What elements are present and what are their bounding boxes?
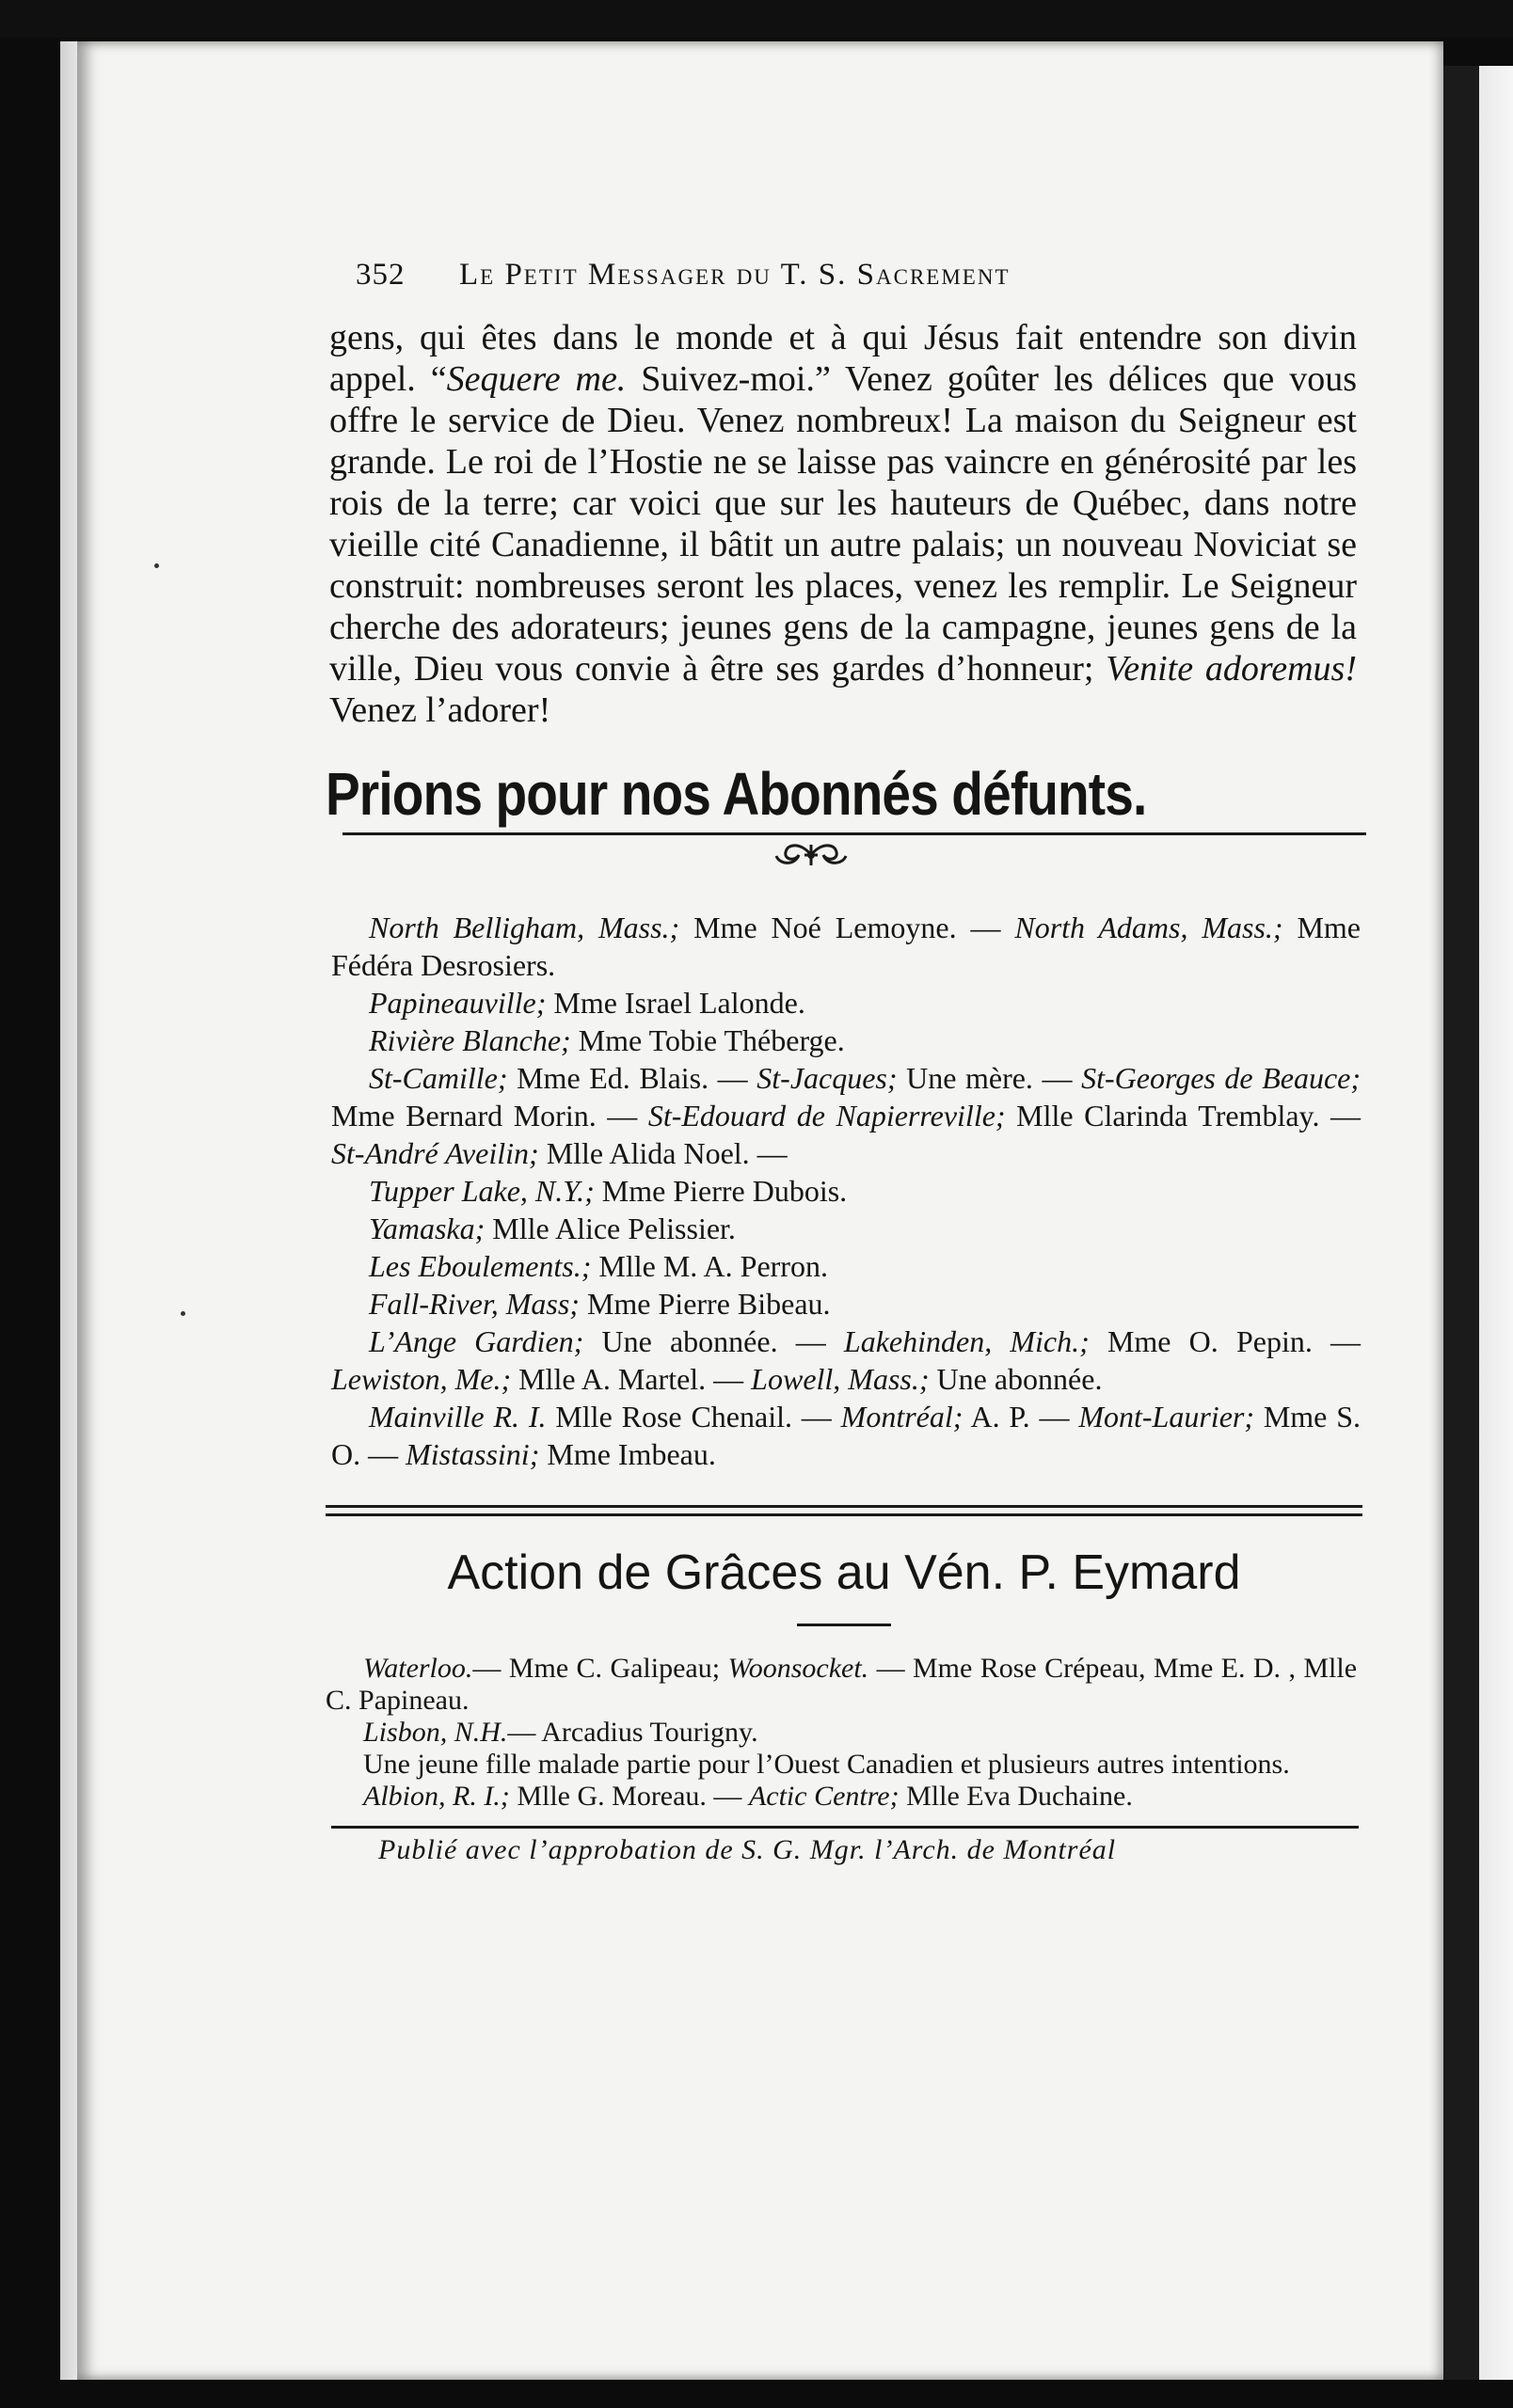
text-run: A. P. — [963, 1400, 1079, 1434]
list-item [331, 984, 1361, 1022]
section-rule [342, 832, 1366, 835]
intro-paragraph [256, 317, 1366, 731]
text-run: Mlle A. Martel. — [511, 1362, 752, 1396]
text-run: Mme Bernard Morin. — [331, 1099, 648, 1133]
place-name: Woonsocket. [727, 1653, 869, 1684]
place-name: Actic Centre; [748, 1781, 900, 1812]
place-name: Mainville R. I. [369, 1400, 547, 1434]
deceased-list [256, 909, 1366, 1473]
place-name: Mistassini; [406, 1437, 540, 1471]
text-run: Mme S. O. — [331, 1400, 1362, 1471]
place-name: St-Jacques; [756, 1061, 898, 1095]
text-run: Mlle Alida Noel. — [538, 1136, 788, 1170]
text-run: Une jeune fille malade partie pour l’Ouest Canadien et plusieurs autres intentions. [363, 1749, 1290, 1780]
text-run: Mlle Rose Chenail. — [546, 1400, 841, 1434]
list-item [331, 1022, 1361, 1059]
section-title-deceased: Prions pour nos Abonnés défunts. [325, 760, 1147, 828]
text-run: Mlle Alice Pelissier. [485, 1212, 736, 1245]
page-left-edge [60, 41, 79, 2380]
double-rule-divider [326, 1505, 1362, 1516]
place-name: L’Ange Gardien; [369, 1324, 584, 1358]
place-name: St-André Aveilin; [331, 1136, 539, 1170]
list-item [331, 1172, 1361, 1210]
fleuron-ornament-icon [769, 839, 853, 871]
text-run: — Arcadius Tourigny. [507, 1717, 758, 1748]
place-name: Mont-Laurier; [1078, 1400, 1254, 1434]
place-name: Albion, R. I.; [363, 1781, 510, 1812]
place-name: Montréal; [840, 1400, 964, 1434]
list-item [331, 909, 1361, 984]
place-name: St-Edouard de Napierreville; [647, 1099, 1006, 1133]
text-run: Une abonnée. [929, 1362, 1103, 1396]
approval-note: Publié avec l’approbation de S. G. Mgr. l’Arch. de Montréal [378, 1834, 1117, 1865]
place-name: Lowell, Mass.; [751, 1362, 930, 1396]
text-run: Mme Tobie Théberge. [570, 1023, 845, 1057]
place-name: North Belligham, Mass.; [369, 911, 680, 944]
place-name: Waterloo. [363, 1653, 473, 1684]
place-name: St-Camille; [369, 1061, 508, 1095]
text-run: Mlle Eva Duchaine. [899, 1781, 1133, 1812]
place-name: Venite adoremus! [1106, 649, 1357, 689]
text-run: Mme O. Pepin. — [1089, 1324, 1362, 1358]
text-run: — Mme C. Galipeau; [472, 1653, 728, 1684]
page-content [256, 254, 1366, 1866]
place-name: Sequere me. [446, 359, 627, 399]
page-gutter-shadow [1443, 66, 1481, 2380]
place-name: Rivière Blanche; [369, 1023, 571, 1057]
text-run: Venez l’adorer! [329, 690, 551, 730]
text-run: Mlle Clarinda Tremblay. — [1005, 1099, 1362, 1133]
place-name: St-Georges de Beauce; [1081, 1061, 1362, 1095]
place-name: Fall-River, Mass; [369, 1287, 580, 1321]
list-item [326, 1653, 1357, 1717]
section-title-thanks: Action de Grâces au Vén. P. Eymard [447, 1545, 1241, 1600]
text-run: Mme Noé Lemoyne. — [679, 911, 1015, 944]
list-item [331, 1210, 1361, 1247]
list-item [331, 1285, 1361, 1323]
list-item [331, 1323, 1361, 1398]
next-page-sliver [1479, 66, 1513, 2380]
text-run: gens, qui êtes dans le monde et à qui Jésus fait entendre son divin appel. “ [329, 318, 1357, 399]
thanks-list [256, 1653, 1366, 1813]
text-run: Mme Fédéra Desrosiers. [331, 911, 1362, 982]
list-item [331, 1247, 1361, 1285]
place-name: Lewiston, Me.; [331, 1362, 512, 1396]
text-run: Mme Pierre Bibeau. [579, 1287, 831, 1321]
text-run: Mlle G. Moreau. — [509, 1781, 749, 1812]
place-name: Lisbon, N.H. [363, 1717, 508, 1748]
text-run: Une mère. — [897, 1061, 1082, 1095]
text-run: — Mme Rose Crépeau, Mme E. D. , Mlle C. Papineau. [326, 1653, 1358, 1716]
place-name: North Adams, Mass.; [1014, 911, 1283, 944]
text-run: Mme Imbeau. [539, 1437, 716, 1471]
text-run: Une abonnée. — [583, 1324, 844, 1358]
text-run: Mme Pierre Dubois. [594, 1174, 848, 1208]
list-item [331, 1398, 1361, 1473]
list-item [326, 1749, 1357, 1781]
text-run: Mlle M. A. Perron. [591, 1249, 828, 1283]
running-head [356, 258, 1366, 293]
list-item [331, 1059, 1361, 1172]
list-item [326, 1781, 1357, 1813]
page-number: 352 [356, 258, 406, 292]
speck [154, 563, 159, 568]
place-name: Les Eboulements.; [369, 1249, 592, 1283]
speck [181, 1311, 185, 1316]
list-item [326, 1717, 1357, 1749]
short-rule [797, 1624, 891, 1626]
text-run: Suivez-moi.” Venez goûter les délices que vous offre le service de Dieu. Venez nombreux! La maison du Seigneur est grande. Le roi de l’Hostie ne se laisse pas vaincre en générosité par les rois de la terre; car voici que sur les hauteurs de Québec, dans notre vieille cité Canadienne, il bâtit un autre palais; un nouveau Noviciat se construit: nombreuses seront les places, venez les remplir. Le Seigneur cherche des adorateurs; jeunes gens de la campagne, jeunes gens de la ville, Dieu vous convie à être ses gardes d’honneur; [329, 359, 1357, 689]
footer-rule [331, 1826, 1359, 1829]
place-name: Tupper Lake, N.Y.; [369, 1174, 595, 1208]
journal-title: Le Petit Messager du T. S. Sacrement [459, 258, 1011, 292]
text-run: Mme Israel Lalonde. [546, 986, 805, 1020]
place-name: Papineauville; [369, 986, 547, 1020]
place-name: Lakehinden, Mich.; [843, 1324, 1090, 1358]
place-name: Yamaska; [369, 1212, 486, 1245]
text-run: Mme Ed. Blais. — [507, 1061, 757, 1095]
scan-background [0, 0, 1513, 38]
